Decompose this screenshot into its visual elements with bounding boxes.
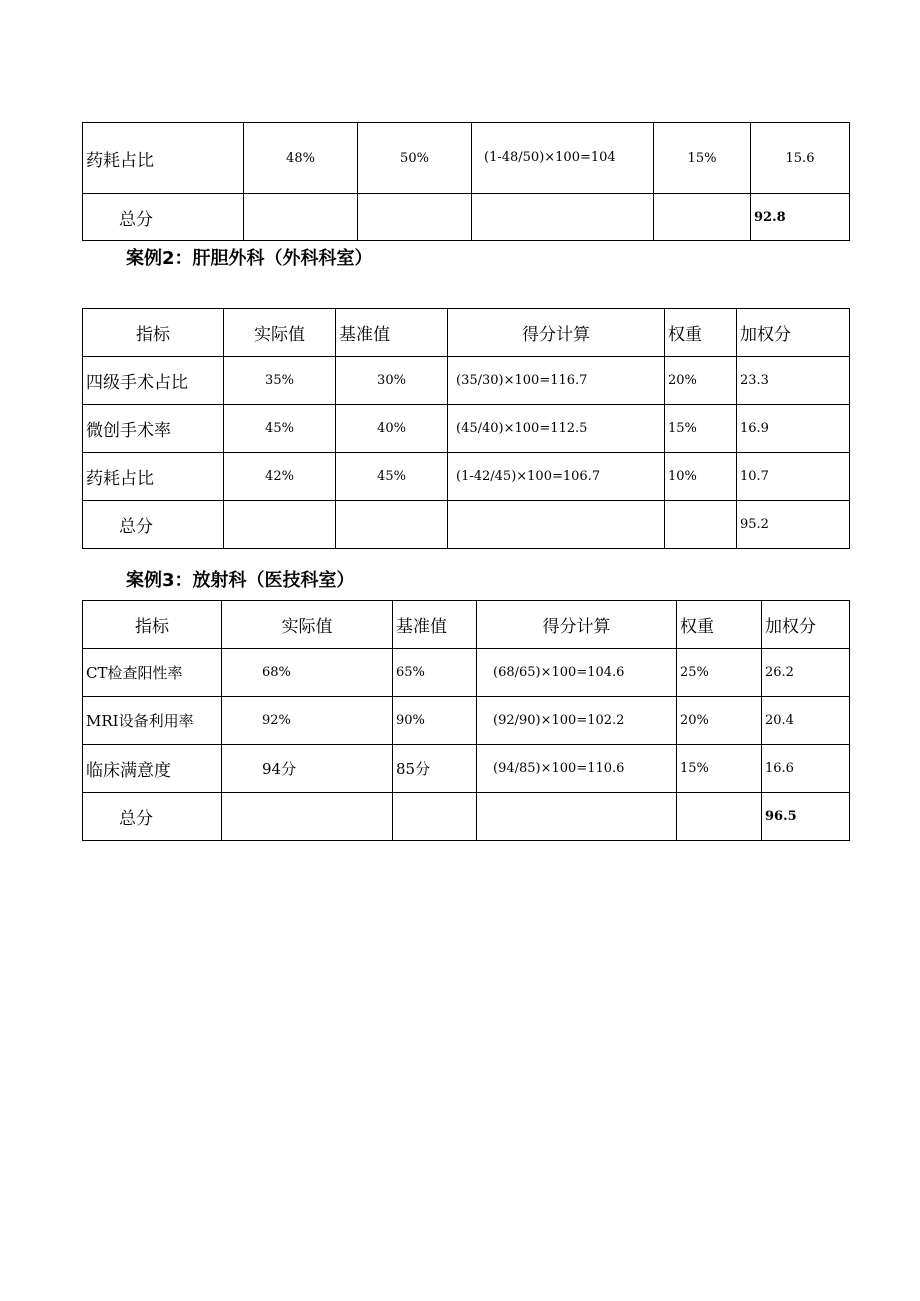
actual-value-cell: 94分 — [222, 745, 393, 793]
weighted-score-cell: 10.7 — [737, 453, 850, 501]
header-calc: 得分计算 — [448, 309, 665, 357]
case2-score-table — [82, 308, 850, 549]
total-row — [83, 194, 850, 241]
indicator-cell: CT检查阳性率 — [83, 649, 222, 697]
header-weighted: 加权分 — [762, 601, 850, 649]
indicator-cell: 四级手术占比 — [83, 357, 224, 405]
empty-cell — [677, 793, 762, 841]
weighted-score-cell: 23.3 — [737, 357, 850, 405]
table-row — [83, 405, 850, 453]
score-calc-cell: (45/40)×100=112.5 — [448, 405, 665, 453]
empty-cell — [654, 194, 751, 241]
actual-value-cell: 45% — [224, 405, 336, 453]
actual-value-cell: 68% — [222, 649, 393, 697]
indicator-cell: 微创手术率 — [83, 405, 224, 453]
weight-cell: 10% — [665, 453, 737, 501]
empty-cell — [358, 194, 472, 241]
weight-cell: 20% — [665, 357, 737, 405]
header-indicator: 指标 — [83, 601, 222, 649]
header-actual: 实际值 — [224, 309, 336, 357]
weighted-score-cell: 16.6 — [762, 745, 850, 793]
header-baseline: 基准值 — [393, 601, 477, 649]
empty-cell — [472, 194, 654, 241]
total-row — [83, 501, 850, 549]
header-row — [83, 601, 850, 649]
indicator-cell: MRI设备利用率 — [83, 697, 222, 745]
baseline-value-cell: 50% — [358, 123, 472, 194]
weight-cell: 15% — [665, 405, 737, 453]
score-calc-cell: (94/85)×100=110.6 — [477, 745, 677, 793]
header-row — [83, 309, 850, 357]
empty-cell — [665, 501, 737, 549]
total-label: 总分 — [83, 194, 244, 241]
indicator-cell: 药耗占比 — [83, 123, 244, 194]
baseline-value-cell: 40% — [336, 405, 448, 453]
score-calc-cell: (68/65)×100=104.6 — [477, 649, 677, 697]
table-row — [83, 357, 850, 405]
case3-score-table — [82, 600, 850, 841]
weight-cell: 25% — [677, 649, 762, 697]
score-calc-cell: (35/30)×100=116.7 — [448, 357, 665, 405]
header-calc: 得分计算 — [477, 601, 677, 649]
baseline-value-cell: 30% — [336, 357, 448, 405]
total-score-cell: 92.8 — [751, 194, 850, 241]
total-score-cell: 95.2 — [737, 501, 850, 549]
total-label: 总分 — [83, 501, 224, 549]
table-row — [83, 123, 850, 194]
baseline-value-cell: 45% — [336, 453, 448, 501]
total-row — [83, 793, 850, 841]
empty-cell — [224, 501, 336, 549]
header-indicator: 指标 — [83, 309, 224, 357]
actual-value-cell: 92% — [222, 697, 393, 745]
weight-cell: 15% — [654, 123, 751, 194]
table-row — [83, 649, 850, 697]
header-actual: 实际值 — [222, 601, 393, 649]
weighted-score-cell: 20.4 — [762, 697, 850, 745]
baseline-value-cell: 90% — [393, 697, 477, 745]
empty-cell — [477, 793, 677, 841]
empty-cell — [448, 501, 665, 549]
table-row — [83, 745, 850, 793]
actual-value-cell: 42% — [224, 453, 336, 501]
weight-cell: 20% — [677, 697, 762, 745]
case2-heading: 案例2：肝胆外科（外科科室） — [126, 248, 373, 269]
total-score-cell: 96.5 — [762, 793, 850, 841]
actual-value-cell: 35% — [224, 357, 336, 405]
baseline-value-cell: 65% — [393, 649, 477, 697]
score-calc-cell: (1-42/45)×100=106.7 — [448, 453, 665, 501]
total-label: 总分 — [83, 793, 222, 841]
score-calc-cell: (92/90)×100=102.2 — [477, 697, 677, 745]
header-weighted: 加权分 — [737, 309, 850, 357]
weighted-score-cell: 26.2 — [762, 649, 850, 697]
weight-cell: 15% — [677, 745, 762, 793]
empty-cell — [244, 194, 358, 241]
table-row — [83, 453, 850, 501]
weighted-score-cell: 15.6 — [751, 123, 850, 194]
case3-heading: 案例3：放射科（医技科室） — [126, 570, 355, 591]
actual-value-cell: 48% — [244, 123, 358, 194]
score-calc-cell: (1-48/50)×100=104 — [472, 123, 654, 194]
header-weight: 权重 — [677, 601, 762, 649]
header-weight: 权重 — [665, 309, 737, 357]
baseline-value-cell: 85分 — [393, 745, 477, 793]
empty-cell — [222, 793, 393, 841]
empty-cell — [393, 793, 477, 841]
weighted-score-cell: 16.9 — [737, 405, 850, 453]
indicator-cell: 药耗占比 — [83, 453, 224, 501]
empty-cell — [336, 501, 448, 549]
table-row — [83, 697, 850, 745]
case1-score-table-continued — [82, 122, 850, 241]
indicator-cell: 临床满意度 — [83, 745, 222, 793]
header-baseline: 基准值 — [336, 309, 448, 357]
